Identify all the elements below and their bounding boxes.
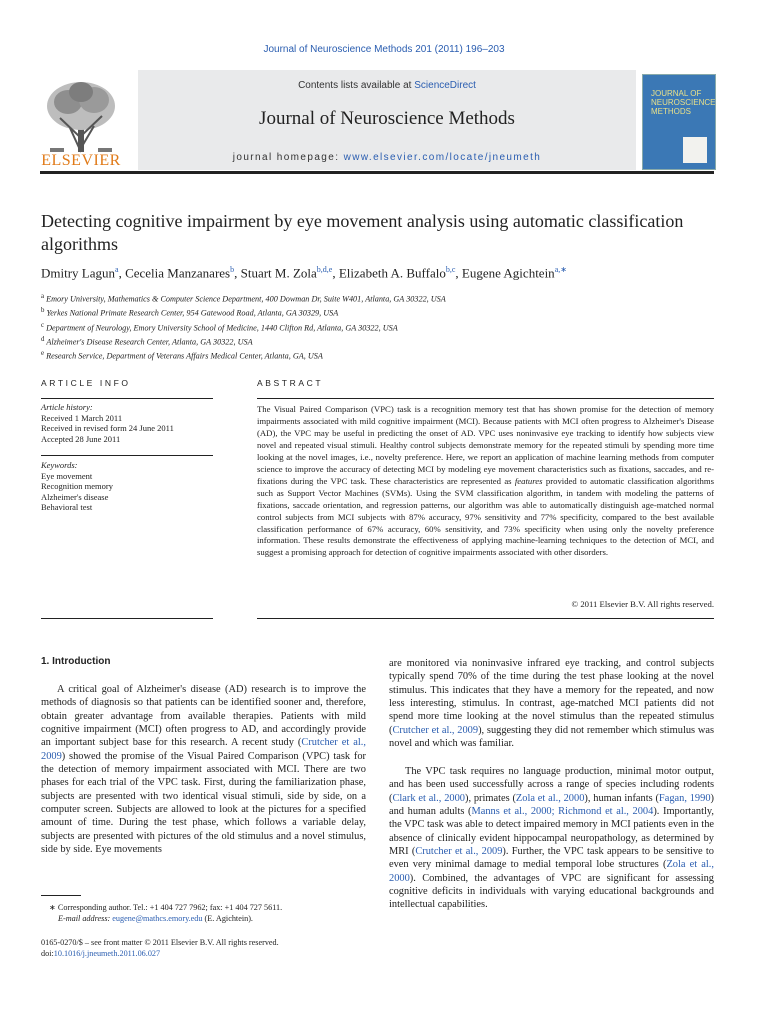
cover-panel [683,137,707,163]
body-text: ). Further, the VPC task appears to be sensitive to even very minimal damage to medial temporal lobe structures ( [389,846,715,871]
citation-link[interactable]: Clark et al., 2000 [392,792,465,804]
abstract-text [257,404,714,559]
author-affiliation-marker[interactable]: a [115,265,119,274]
email-link[interactable]: eugene@mathcs.emory.edu [112,914,203,923]
affiliation-text: Research Service, Department of Veterans Affairs Medical Center, Atlanta, GA, USA [44,352,323,362]
citation-link[interactable]: Crutcher et al., 2009 [392,724,479,736]
author-name: Eugene Agichtein [461,265,555,281]
body-text: ). Importantly, the VPC task was able to detect impaired memory in MCI patients even in the absence of clinically evident hippocampal neuropathology, as determined by MRI ( [389,806,714,858]
citation-link[interactable]: Manns et al., 2000; Richmond et al., 2004 [471,806,654,818]
divider [41,455,213,456]
affiliation-marker: a [41,293,45,300]
abstract-part: The Visual Paired Comparison (VPC) task is a recognition memory test that has shown promise for the detection of memory impairments associated with mild cognitive impairment (MCI). Because patients with MCI often progress to Alzheimer's Disease (AD), the VPC may be useful in predicting the onset of AD. VPC uses noninvasive eye tracking to identify how subjects view novel and repeated visual stimuli. Healthy control subjects demonstrate memory for the repeated stimuli by spending more time looking at the novel images, i.e., novelty preference. Here, we report an application of machine learning methods from computer science to improve the accuracy of detecting MCI by modeling eye movement characteristics such as fixations, saccades, and re-fixations during the VPC task. These characteristics are represented as [257,404,714,486]
history-label: Article history: [41,402,93,412]
journal-title: Journal of Neuroscience Methods [259,108,515,129]
affiliations [41,291,721,363]
body-text: ), human infants ( [584,792,659,804]
article-info-heading: ARTICLE INFO [41,378,131,388]
citation-link[interactable]: Crutcher et al., 2009 [41,737,367,762]
citation-link[interactable]: Crutcher et al., 2009 [415,846,503,858]
affiliation [41,348,721,362]
homepage-link[interactable]: www.elsevier.com/locate/jneumeth [343,152,542,163]
journal-masthead [40,70,714,170]
email-label: E-mail address: [58,914,111,923]
cover-title: JOURNAL OF NEUROSCIENCE METHODS [651,89,716,116]
article-title: Detecting cognitive impairment by eye movement analysis using automatic classification algorithms [41,211,684,254]
front-matter [41,937,371,959]
affiliation [41,320,721,334]
sciencedirect-link[interactable]: ScienceDirect [414,80,476,91]
section-heading-introduction: 1. Introduction [41,656,111,667]
history-item: Received in revised form 24 June 2011 [41,423,174,434]
doi-line [41,948,371,959]
affiliation-text: Department of Neurology, Emory University School of Medicine, 1440 Clifton Rd, Atlanta, GA 30322, USA [44,323,398,333]
front-matter-line: 0165-0270/$ – see front matter © 2011 Elsevier B.V. All rights reserved. [41,938,279,947]
keyword: Behavioral test [41,502,93,513]
divider [257,398,714,399]
citation-link[interactable]: Fagan, 1990 [658,792,711,804]
email-suffix: (E. Agichtein). [202,914,253,923]
affiliation-text: Yerkes National Primate Research Center, 954 Gatewood Road, Atlanta, GA 30329, USA [44,309,339,319]
history-item: Received 1 March 2011 [41,412,123,423]
author-name: Dmitry Lagun [41,265,116,281]
body-text: are monitored via noninvasive infrared eye tracking, and control subjects typically spend 70% of the time during the test phase looking at the novel stimulus. This indicates that they have a memory for the repeated, and now less interesting, stimulus. In contrast, age-matched MCI patients did not spend more time looking at the novel stimulus than the repeated stimulus ( [389,658,714,736]
history-item: Accepted 28 June 2011 [41,433,121,444]
footnote-rule [41,895,81,896]
divider [41,398,213,399]
author-name: Stuart M. Zola [240,265,317,281]
contents-line [138,80,636,91]
citation-link[interactable]: Zola et al., 2000 [515,792,585,804]
affiliation-marker: d [41,335,45,343]
body-column-right-paragraph [389,657,714,750]
keywords [41,460,216,513]
body-text: The VPC task requires no language production, minimal motor output, and has been used successfully across a range of species including rodents ( [389,766,714,804]
copyright: © 2011 Elsevier B.V. All rights reserved. [571,599,714,609]
doi-prefix: doi: [41,949,54,959]
homepage-prefix: journal homepage: [232,152,344,163]
keyword: Eye movement [41,470,93,481]
citation-link[interactable]: Zola et al., 2000 [389,859,714,884]
corresponding-author-footnote [41,902,371,924]
author-affiliation-marker[interactable]: b,d,e [316,265,333,274]
divider [257,618,714,619]
affiliation [41,305,721,319]
header-rule [40,171,714,174]
journal-reference[interactable]: Journal of Neuroscience Methods 201 (2011) 196–203 [263,44,505,55]
divider [41,618,213,619]
keyword: Alzheimer's disease [41,491,109,502]
author-affiliation-marker[interactable]: b [230,265,235,274]
doi-link[interactable]: 10.1016/j.jneumeth.2011.06.027 [53,949,161,959]
corresponding-author: ∗ Corresponding author. Tel.: +1 404 727 7962; fax: +1 404 727 5611. [49,903,283,912]
body-text: ), suggesting they did not remember which stimulus was novel and which was familiar. [389,724,714,750]
keyword: Recognition memory [41,481,114,492]
author-affiliation-marker[interactable]: b,c [445,265,456,274]
email-line [41,913,371,924]
body-text: ), primates ( [464,792,516,804]
article-history [41,402,216,444]
masthead-banner [138,70,636,170]
body-column-right-paragraph [389,765,714,912]
publisher-wordmark: ELSEVIER [41,152,121,169]
journal-cover-thumbnail [642,74,716,170]
abstract-features-term: features [514,475,543,486]
affiliation-marker: b [41,307,45,315]
body-text: ) and human adults ( [389,792,714,818]
author-affiliation-marker[interactable]: a,∗ [554,265,567,274]
keywords-label: Keywords: [41,460,78,470]
body-column-left [41,683,366,856]
author-list: Dmitry Lagun$^a$, Cecelia Manzanares$^b$, Stuart M. Zola$^{b,d,e}$, Elizabeth A. Buffalo$^{b,c}$, Eugene Agichtein$^{a,∗}$ [41,265,567,281]
body-text: A critical goal of Alzheimer's disease (AD) research is to improve the methods of diagnosis so that patients can be identified sooner and, therefore, obtain greater advantage from available therapies. Patients with mild cognitive impairment (MCI) often progress to AD, and accordingly provide an important subject base for this research. A recent study ( [41,684,366,749]
abstract-part: provided to automatic classification algorithms such as Support Vector Machines (SVMs). Using the SVM classification algorithm, in tandem with modeling the patterns of fixations, saccade orientation, and regression patterns, our algorithm was able to automatically distinguish age-matched normal control subjects from MCI subjects with 87% accuracy, 97% sensitivity and 77% specificity, compared to the best available classification performance of 67% accuracy, 60% sensitivity, and 73% specificity when using only the novelty preference information. These results demonstrate the effectiveness of applying machine-learning techniques to the detection of MCI, and suggest a promising approach for detection of cognitive impairments associated with other disorders. [257,475,714,558]
affiliation [41,291,721,305]
body-text: ). Combined, the advantages of VPC are significant for assessing cognitive deficits in individuals with varying educational backgrounds and intellectual capabilities. [389,872,714,911]
affiliation-marker: c [41,321,45,329]
affiliation-marker: e [41,350,45,358]
author-name: Elizabeth A. Buffalo [338,265,446,281]
affiliation-text: Emory University, Mathematics & Computer Science Department, 400 Dowman Dr, Suite W401, Atlanta, GA 30322, USA [44,294,446,304]
abstract-heading: ABSTRACT [257,378,324,388]
affiliation [41,334,721,348]
body-text: ) showed the promise of the Visual Paired Comparison (VPC) task for the detection of memory impairment associated with MCI. There are two phases for each trial of the VPC task. First, during the familiarization phase, subjects are presented with two identical visual stimuli, side by side, on a computer screen. Subjects are allowed to look at the pictures for a specified amount of time. During the test phase, which follows a variable delay, subjects are presented with pictures of the old stimulus and a novel stimulus, side by side. Eye movements [41,750,366,856]
author-name: Cecelia Manzanares [125,265,231,281]
contents-prefix: Contents lists available at [298,80,415,91]
homepage-line [138,152,636,163]
affiliation-text: Alzheimer's Disease Research Center, Atlanta, GA 30322, USA [44,337,253,347]
